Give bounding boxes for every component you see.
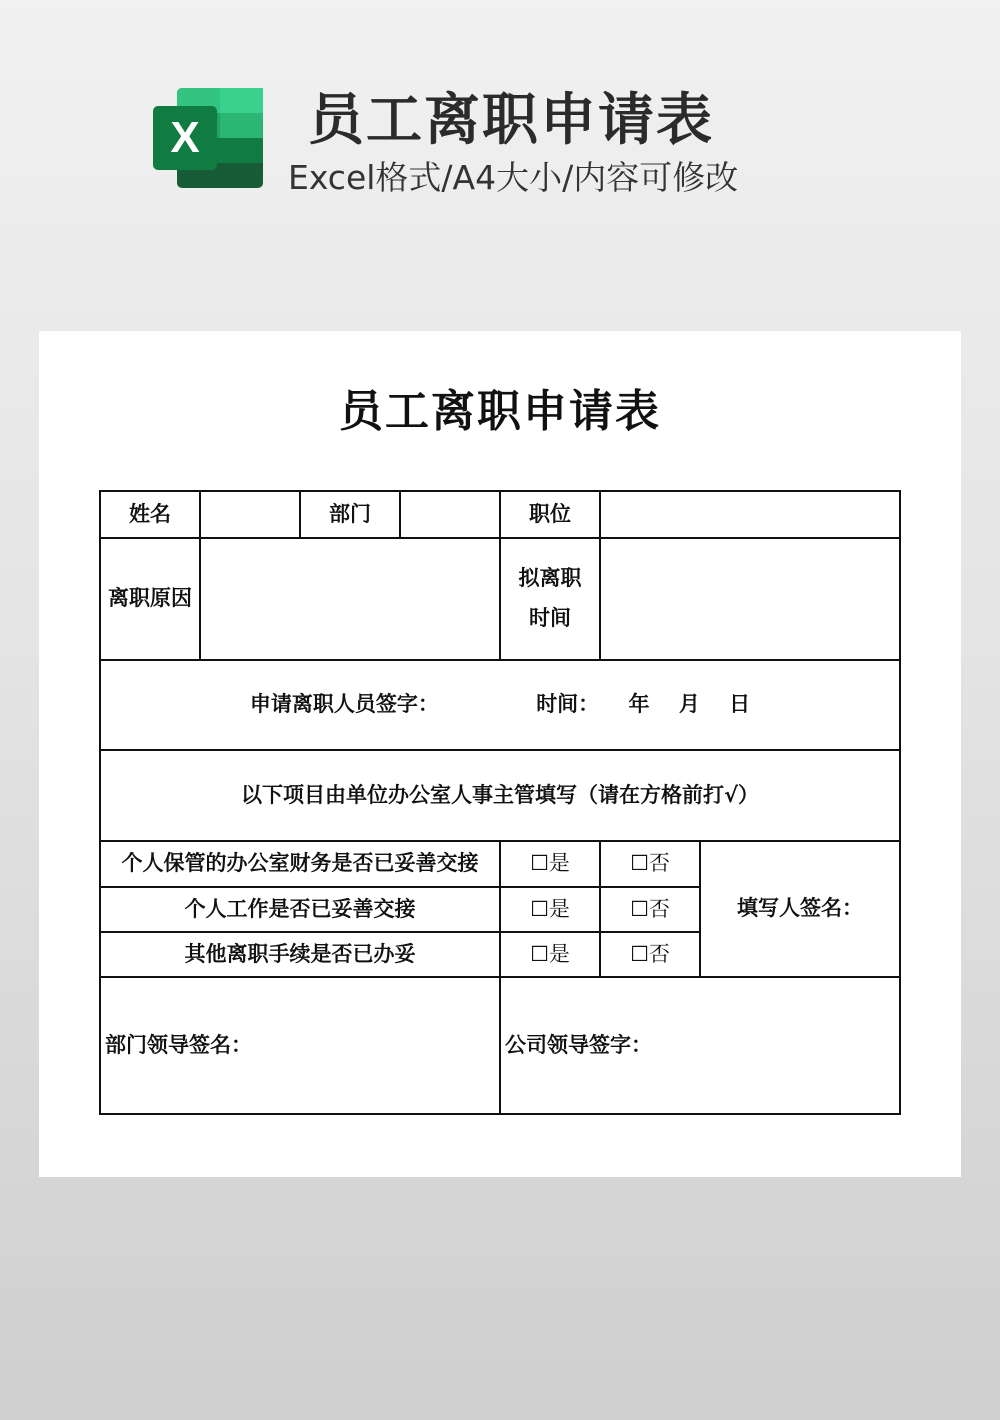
document-page	[39, 331, 961, 1177]
applicant-sign-cell[interactable]	[100, 660, 900, 750]
dept-leader-sign-cell[interactable]	[100, 977, 500, 1114]
planned-time-label-line1: 拟离职	[518, 566, 582, 591]
banner-title: 员工离职申请表	[308, 88, 714, 153]
year-label: 年	[628, 692, 650, 717]
checklist-item: 个人保管的办公室财务是否已妥善交接	[100, 841, 500, 887]
leader-sign-row	[100, 977, 900, 1114]
yes-checkbox[interactable]: ☐是	[500, 887, 600, 932]
banner-subtitle: Excel格式/A4大小/内容可修改	[288, 158, 739, 197]
position-label: 职位	[500, 491, 600, 538]
excel-logo-letter: X	[170, 113, 200, 162]
banner	[0, 0, 1000, 240]
checklist-item: 个人工作是否已妥善交接	[100, 887, 500, 932]
dept-leader-sign-label: 部门领导签名：	[105, 1032, 252, 1057]
reason-row	[100, 538, 900, 660]
name-label: 姓名	[100, 491, 200, 538]
excel-icon	[153, 86, 265, 190]
reason-label: 离职原因	[100, 538, 200, 660]
instruction-row	[100, 750, 900, 841]
position-field[interactable]	[600, 491, 900, 538]
applicant-sign-label: 申请离职人员签字：	[249, 692, 439, 717]
basic-info-row	[100, 491, 900, 538]
resignation-form-table	[99, 490, 901, 1115]
reason-field[interactable]	[200, 538, 500, 660]
filler-sign-cell[interactable]	[700, 841, 900, 977]
checklist-row	[100, 841, 900, 887]
time-label: 时间：	[536, 692, 600, 717]
planned-time-label-line2: 时间	[529, 606, 571, 630]
no-checkbox[interactable]: ☐否	[600, 887, 700, 932]
month-label: 月	[678, 692, 700, 717]
no-checkbox[interactable]: ☐否	[600, 841, 700, 887]
day-label: 日	[729, 692, 751, 717]
instruction-text: 以下项目由单位办公室人事主管填写（请在方格前打√）	[100, 750, 900, 841]
no-checkbox[interactable]: ☐否	[600, 932, 700, 977]
document-title: 员工离职申请表	[339, 386, 661, 437]
name-field[interactable]	[200, 491, 300, 538]
filler-sign-label: 填写人签名：	[737, 896, 863, 921]
planned-time-field[interactable]	[600, 538, 900, 660]
yes-checkbox[interactable]: ☐是	[500, 841, 600, 887]
company-leader-sign-label: 公司领导签字：	[505, 1032, 652, 1057]
checklist-item: 其他离职手续是否已办妥	[100, 932, 500, 977]
applicant-sign-row	[100, 660, 900, 750]
yes-checkbox[interactable]: ☐是	[500, 932, 600, 977]
company-leader-sign-cell[interactable]	[500, 977, 900, 1114]
planned-time-label	[500, 538, 600, 660]
department-field[interactable]	[400, 491, 500, 538]
department-label: 部门	[300, 491, 400, 538]
